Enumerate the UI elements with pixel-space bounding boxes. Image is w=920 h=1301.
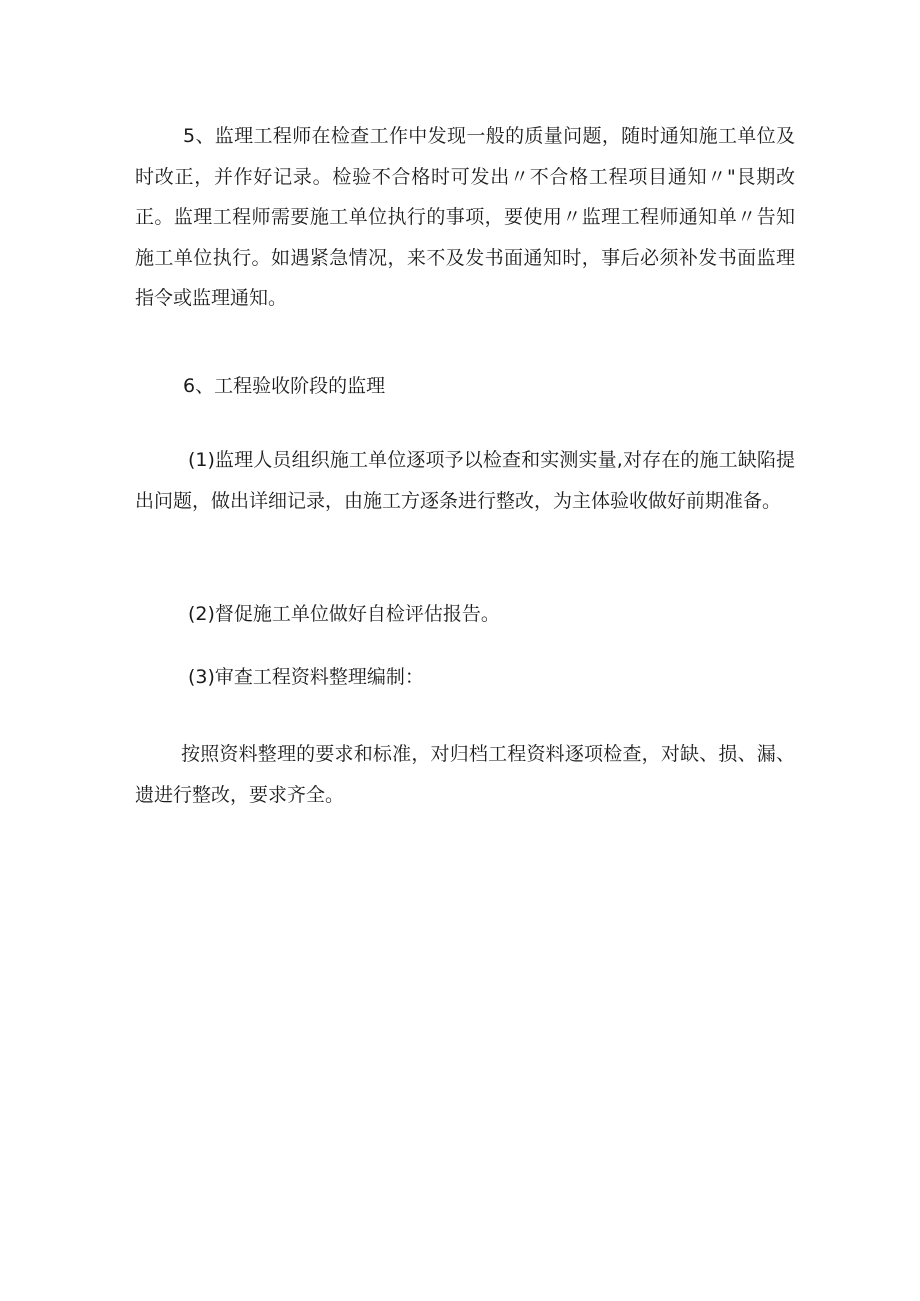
paragraph-sub-item-3-detail: 按照资料整理的要求和标准，对归档工程资料逐项检查，对缺、损、漏、遗进行整改，要求齐全。 [135,743,795,806]
paragraph-sub-item-1: (1)监理人员组织施工单位逐项予以检查和实测实量,对存在的施工缺陷提出问题，做出详细记录，由施工方逐条进行整改，为主体验收做好前期准备。 [135,449,795,512]
paragraph-sub-item-3: (3)审查工程资料整理编制： [188,666,424,688]
paragraph-sub-item-2: (2)督促施工单位做好自检评估报告。 [188,603,500,625]
section-heading-item-6: 6、工程验收阶段的监理 [183,375,386,397]
paragraph-item-5: 5、监理工程师在检查工作中发现一般的质量问题，随时通知施工单位及时改正，并作好记录。检验不合格时可发出〃不合格工程项目通知〃"艮期改正。监理工程师需要施工单位执行的事项，要使用〃监理工程师通知单〃告知施工单位执行。如遇紧急情况，来不及发书面通知时，事后必须补发书面监理指令或监理通知。 [135,125,795,309]
